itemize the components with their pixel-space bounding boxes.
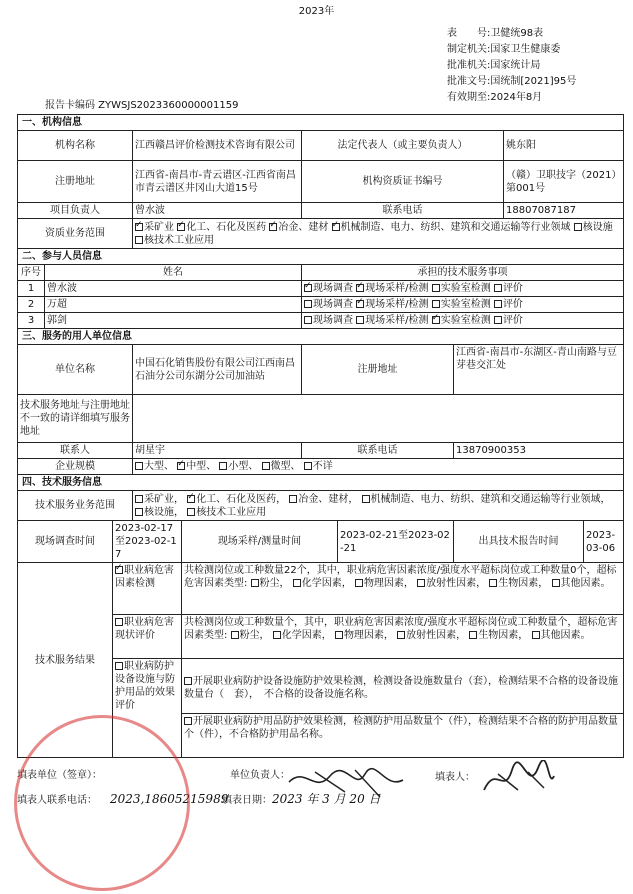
scope-label: 资质业务范围 — [18, 219, 133, 249]
checkbox-box[interactable] — [251, 579, 259, 587]
table-row: 1 曾水波 ✓ 现场调查 ✓ 现场采样/检测 实验室检测 评价 — [18, 281, 624, 297]
checkbox-box[interactable] — [187, 495, 195, 503]
cert-number: （赣）卫职技字（2021）第001号 — [504, 161, 624, 203]
checkbox-box[interactable] — [177, 223, 185, 231]
report-time-label: 出具技术报告时间 — [454, 521, 584, 563]
col-name: 姓名 — [45, 265, 302, 281]
checkbox-box[interactable] — [432, 316, 440, 324]
checkbox-box[interactable] — [135, 462, 143, 470]
checkbox-box[interactable] — [219, 462, 227, 470]
unit-addr: 江西省-南昌市-东湖区-青山南路与豆芽巷交汇处 — [454, 345, 624, 395]
size-options — [133, 459, 624, 475]
r2-label: 职业病危害现状评价 — [113, 615, 182, 659]
contact-label: 联系人 — [18, 443, 133, 459]
checkbox-box[interactable] — [356, 316, 364, 324]
checkbox-box[interactable] — [494, 316, 502, 324]
meta-row: 批准机关:国家统计局 — [447, 60, 541, 71]
checkbox-box[interactable] — [293, 579, 301, 587]
checkbox[interactable]: 冶金、建材， — [289, 494, 358, 505]
checkbox-box[interactable] — [273, 631, 281, 639]
checkbox-box[interactable] — [574, 223, 582, 231]
reg-addr: 江西省-南昌市-青云谱区-江西省南昌市青云谱区井冈山大道15号 — [133, 161, 302, 203]
checkbox[interactable]: 小型、 — [219, 461, 258, 472]
scope-options — [133, 219, 624, 249]
form-meta — [447, 28, 627, 108]
unit-head-label: 单位负责人： — [230, 770, 290, 781]
checkbox[interactable]: ✓ 化工、石化及医药， — [187, 494, 286, 505]
checkbox-box[interactable] — [135, 508, 143, 516]
checkbox-box[interactable] — [187, 508, 195, 516]
phone: 18807087187 — [504, 203, 624, 219]
checkbox[interactable]: 核技术工业应用 — [135, 235, 214, 246]
checkbox-box[interactable] — [304, 300, 312, 308]
checkbox-box[interactable] — [115, 618, 123, 626]
checkbox-box[interactable] — [356, 300, 364, 308]
survey-label: 现场调查时间 — [18, 521, 113, 563]
checkbox-box[interactable] — [356, 284, 364, 292]
meta-row: 表 号:卫健统98表 — [447, 28, 544, 39]
checkbox[interactable]: ✓ 冶金、建材 — [269, 222, 328, 233]
checkbox-box[interactable] — [135, 495, 143, 503]
legal-rep-label: 法定代表人（或主要负责人） — [302, 131, 504, 161]
unit-name-label: 单位名称 — [18, 345, 133, 395]
contact-phone-label: 联系电话 — [302, 443, 454, 459]
sampling-label: 现场采样/测量时间 — [182, 521, 338, 563]
svc-addr-note: 技术服务地址与注册地址不一致的请详细填写服务地址 — [18, 395, 133, 443]
filler-signature — [478, 760, 558, 800]
checkbox-box[interactable] — [177, 462, 185, 470]
r1-label: ✓职业病危害因素检测 — [113, 563, 182, 615]
pm-name: 曾水波 — [133, 203, 302, 219]
checkbox-box[interactable] — [532, 631, 540, 639]
r2-text: 共检测岗位或工种数量个，其中，职业病危害因素浓度/强度水平超标岗位或工种数量个，超标危害因素类型: 粉尘， 化学因素， 物理因素， 放射性因素， 生物因素， 其他因素。 — [182, 615, 624, 659]
checkbox-box[interactable] — [355, 579, 363, 587]
checkbox[interactable]: 核设施， — [135, 507, 184, 518]
checkbox[interactable]: 微型、 — [262, 461, 301, 472]
filler-phone: 2023,18605215989 — [110, 792, 229, 806]
section-title: 三、服务的用人单位信息 — [18, 329, 624, 345]
r3b-text: 开展职业病防护用品防护效果检测，检测防护用品数量个（件），检测结果不合格的防护用品数量个（件），不合格防护用品名称。 — [182, 714, 624, 758]
checkbox[interactable]: ✓ 中型、 — [177, 461, 216, 472]
checkbox-box[interactable] — [332, 223, 340, 231]
col-no: 序号 — [18, 265, 45, 281]
contact: 胡星宇 — [133, 443, 302, 459]
fill-date: 2023 年 3 月 20 日 — [272, 792, 381, 806]
checkbox-box[interactable] — [115, 566, 123, 574]
section-title: 四、技术服务信息 — [18, 475, 624, 491]
svc-addr — [133, 395, 624, 443]
checkbox-box[interactable] — [432, 284, 440, 292]
checkbox-box[interactable] — [269, 223, 277, 231]
form-year: 2023年 — [298, 6, 335, 17]
table-row: 2 万超 现场调查 ✓ 现场采样/检测 实验室检测 评价 — [18, 297, 624, 313]
checkbox-box[interactable] — [135, 223, 143, 231]
section-title: 二、参与人员信息 — [18, 249, 624, 265]
reg-addr-label: 注册地址 — [18, 161, 133, 203]
report-time: 2023-03-06 — [584, 521, 624, 563]
phone-label: 联系电话 — [302, 203, 504, 219]
size-label: 企业规模 — [18, 459, 133, 475]
checkbox[interactable]: 核技术工业应用 — [187, 507, 266, 518]
unit-addr-label: 注册地址 — [302, 345, 454, 395]
checkbox[interactable]: ✓ 化工、石化及医药 — [177, 222, 266, 233]
contact-phone: 13870900353 — [454, 443, 624, 459]
filler-unit-label: 填表单位（签章）： — [17, 770, 102, 781]
meta-row: 制定机关:国家卫生健康委 — [447, 44, 561, 55]
checkbox-box[interactable] — [135, 236, 143, 244]
checkbox-box[interactable] — [552, 579, 560, 587]
meta-row: 有效期至:2024年8月 — [447, 92, 543, 103]
report-code: 报告卡编码 ZYWSJS2023360000001159 — [45, 100, 239, 111]
filler-phone-label: 填表人联系电话： — [17, 795, 97, 806]
checkbox-box[interactable] — [304, 284, 312, 292]
report-form-table — [17, 114, 624, 758]
checkbox-box[interactable] — [184, 677, 192, 685]
result-label: 技术服务结果 — [18, 563, 113, 758]
checkbox[interactable]: ✓ 机械制造、电力、纺织、建筑和交通运输等行业领域 — [332, 222, 571, 233]
checkbox[interactable]: ✓采矿业 — [135, 222, 174, 233]
section-title: 一、机构信息 — [18, 115, 624, 131]
checkbox-box[interactable] — [469, 631, 477, 639]
checkbox-box[interactable] — [304, 316, 312, 324]
survey-time: 2023-02-17至2023-02-17 — [113, 521, 182, 563]
filler-label: 填表人： — [435, 772, 475, 783]
org-name-label: 机构名称 — [18, 131, 133, 161]
checkbox-box[interactable] — [489, 579, 497, 587]
org-name: 江西赣昌评价检测技术咨询有限公司 — [133, 131, 302, 161]
checkbox-box[interactable] — [494, 284, 502, 292]
checkbox[interactable]: 采矿业， — [135, 494, 184, 505]
cert-label: 机构资质证书编号 — [302, 161, 504, 203]
checkbox-box[interactable] — [184, 717, 192, 725]
checkbox-box[interactable] — [231, 631, 239, 639]
checkbox-box[interactable] — [262, 462, 270, 470]
meta-row: 批准文号:国统制[2021]95号 — [447, 76, 577, 87]
r3a-text: 开展职业病防护设备设施防护效果检测，检测设备设施数量台（套），检测结果不合格的设备设施数量台（ 套）， 不合格的设备设施名称。 — [182, 674, 624, 714]
checkbox-box[interactable] — [289, 495, 297, 503]
pm-label: 项目负责人 — [18, 203, 133, 219]
legal-rep: 姚东阳 — [504, 131, 624, 161]
checkbox-box[interactable] — [362, 495, 370, 503]
checkbox[interactable]: 不详 — [304, 461, 333, 472]
checkbox-box[interactable] — [335, 631, 343, 639]
svc-scope-options — [133, 491, 624, 521]
checkbox[interactable]: 大型、 — [135, 461, 174, 472]
table-row: 3 郭剑 现场调查 现场采样/检测 ✓ 实验室检测 评价 — [18, 313, 624, 329]
checkbox-box[interactable] — [432, 300, 440, 308]
checkbox-box[interactable] — [115, 662, 123, 670]
checkbox-box[interactable] — [397, 631, 405, 639]
svc-scope-label: 技术服务业务范围 — [18, 491, 133, 521]
checkbox-box[interactable] — [304, 462, 312, 470]
checkbox-box[interactable] — [417, 579, 425, 587]
checkbox[interactable]: 核设施 — [574, 222, 613, 233]
checkbox-box[interactable] — [494, 300, 502, 308]
date-label: 填表日期： — [222, 795, 272, 806]
checkbox[interactable]: 机械制造、电力、纺织、建筑和交通运输等行业领域， — [362, 494, 611, 505]
col-task: 承担的技术服务事项 — [302, 265, 624, 281]
r3-label: 职业病防护设备设施与防护用品的效果评价 — [113, 659, 182, 758]
r1-text: 共检测岗位或工种数量22个，其中，职业病危害因素浓度/强度水平超标岗位或工种数量0个，超标危害因素类型: 粉尘， 化学因素， 物理因素， 放射性因素， 生物因素， 其他因素。 — [182, 563, 624, 615]
sampling-time: 2023-02-21至2023-02-21 — [338, 521, 454, 563]
unit-name: 中国石化销售股份有限公司江西南昌石油分公司东湖分公司加油站 — [133, 345, 302, 395]
